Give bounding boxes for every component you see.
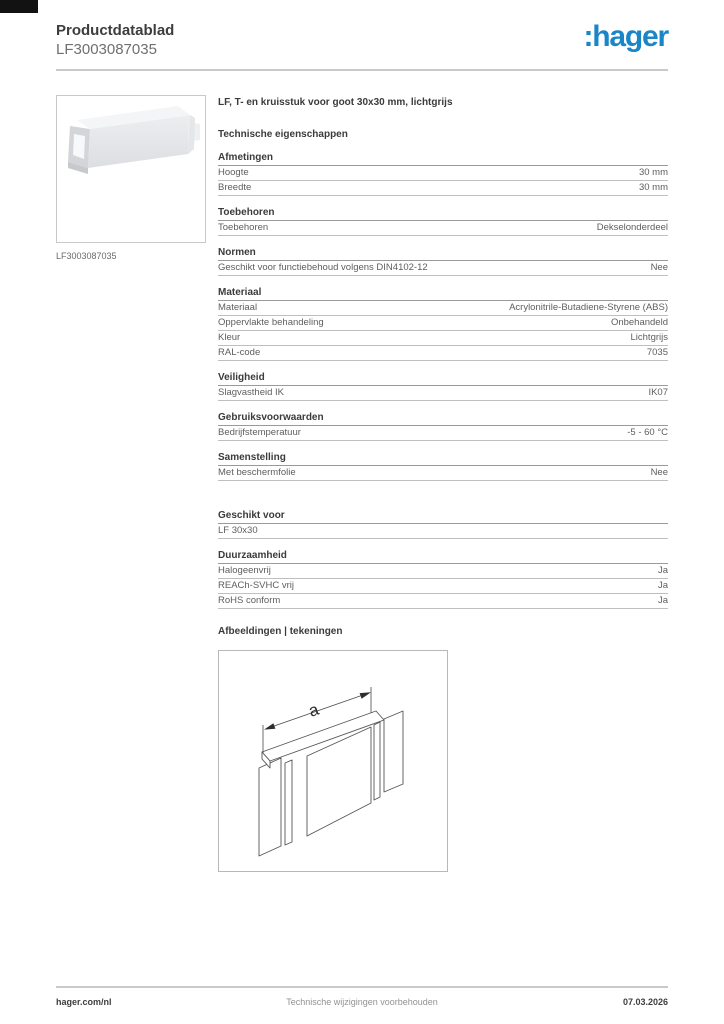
drawing-right-flap [384, 711, 403, 792]
product-image-caption: LF3003087035 [56, 251, 117, 261]
product-title: LF, T- en kruisstuk voor goot 30x30 mm, lichtgrijs [218, 97, 453, 108]
section-title: Materiaal [218, 288, 668, 301]
spec-label: LF 30x30 [218, 525, 258, 536]
spec-label: Geschikt voor functiebehoud volgens DIN4102-12 [218, 262, 428, 273]
product-photo [57, 96, 205, 242]
spec-section [218, 413, 668, 441]
spec-row [218, 524, 668, 539]
spec-label: Toebehoren [218, 222, 269, 233]
spec-section [218, 208, 668, 236]
spec-row [218, 564, 668, 579]
spec-row [218, 386, 668, 401]
product-code: LF3003087035 [56, 41, 157, 58]
technical-drawing-frame [218, 650, 448, 872]
spec-value: Acrylonitrile-Butadiene-Styrene (ABS) [509, 302, 668, 313]
document-type-title: Productdatablad [56, 22, 175, 39]
dimension-arrow-right [360, 692, 371, 698]
technical-drawing-isometric [219, 651, 447, 871]
spec-label: Kleur [218, 332, 241, 343]
product-image-frame [56, 95, 206, 243]
spec-label: Met beschermfolie [218, 467, 296, 478]
spec-value: 7035 [646, 347, 668, 358]
spec-value: 30 mm [638, 182, 668, 193]
spec-sections [218, 153, 668, 481]
spec-value: -5 - 60 °C [627, 427, 668, 438]
product-image-column [56, 95, 206, 872]
page-header [0, 0, 724, 59]
spec-label: Materiaal [218, 302, 258, 313]
section-title: Veiligheid [218, 373, 668, 386]
page-footer [56, 986, 668, 1007]
extra-spec-sections [218, 511, 668, 609]
drawing-left-strip [285, 760, 292, 845]
spec-value: Ja [657, 580, 668, 591]
spec-row [218, 426, 668, 441]
spec-label: Slagvastheid IK [218, 387, 285, 398]
spec-label: RoHS conform [218, 595, 281, 606]
spec-row [218, 316, 668, 331]
spec-value: Onbehandeld [610, 317, 668, 328]
spec-section [218, 288, 668, 361]
drawing-right-strip [374, 722, 380, 800]
dimension-arrow-left [264, 723, 275, 729]
spec-section [218, 453, 668, 481]
spec-value: IK07 [648, 387, 668, 398]
footer-website-link[interactable]: hager.com/nl [56, 997, 112, 1007]
specs-heading: Technische eigenschappen [218, 129, 348, 140]
header-divider [56, 69, 668, 71]
spec-label: Halogeenvrij [218, 565, 271, 576]
spec-row [218, 221, 668, 236]
spec-label: REACh-SVHC vrij [218, 580, 295, 591]
hager-logo: :hager [583, 20, 668, 53]
spec-label: Hoogte [218, 167, 249, 178]
drawing-left-flap [259, 758, 281, 856]
spec-row [218, 261, 668, 276]
section-title: Duurzaamheid [218, 551, 668, 564]
spec-row [218, 579, 668, 594]
footer-disclaimer: Technische wijzigingen voorbehouden [286, 997, 438, 1007]
spec-section [218, 153, 668, 196]
section-title: Geschikt voor [218, 511, 668, 524]
section-title: Toebehoren [218, 208, 668, 221]
spec-row [218, 466, 668, 481]
spec-value: Nee [650, 262, 668, 273]
spec-value: Lichtgrijs [630, 332, 668, 343]
section-title: Samenstelling [218, 453, 668, 466]
section-title: Afmetingen [218, 153, 668, 166]
spec-section [218, 373, 668, 401]
spec-row [218, 594, 668, 609]
spec-row [218, 166, 668, 181]
specs-column [218, 95, 668, 872]
spec-value: Dekselonderdeel [596, 222, 668, 233]
section-title: Normen [218, 248, 668, 261]
spec-label: Oppervlakte behandeling [218, 317, 324, 328]
section-title: Gebruiksvoorwaarden [218, 413, 668, 426]
footer-date: 07.03.2026 [622, 997, 668, 1007]
spec-value: Ja [657, 565, 668, 576]
dimension-label: a [306, 699, 322, 721]
spec-section [218, 511, 668, 539]
spec-row [218, 331, 668, 346]
spec-label: Breedte [218, 182, 252, 193]
spec-row [218, 346, 668, 361]
spec-label: Bedrijfstemperatuur [218, 427, 301, 438]
spec-value: Nee [650, 467, 668, 478]
spec-section [218, 248, 668, 276]
spec-row [218, 181, 668, 196]
spec-label: RAL-code [218, 347, 261, 358]
spec-value: Ja [657, 595, 668, 606]
drawings-heading: Afbeeldingen | tekeningen [218, 626, 343, 637]
main-content [56, 95, 668, 872]
spec-value: 30 mm [638, 167, 668, 178]
spec-row [218, 301, 668, 316]
photo-channel-opening [73, 134, 85, 159]
spec-section [218, 551, 668, 609]
